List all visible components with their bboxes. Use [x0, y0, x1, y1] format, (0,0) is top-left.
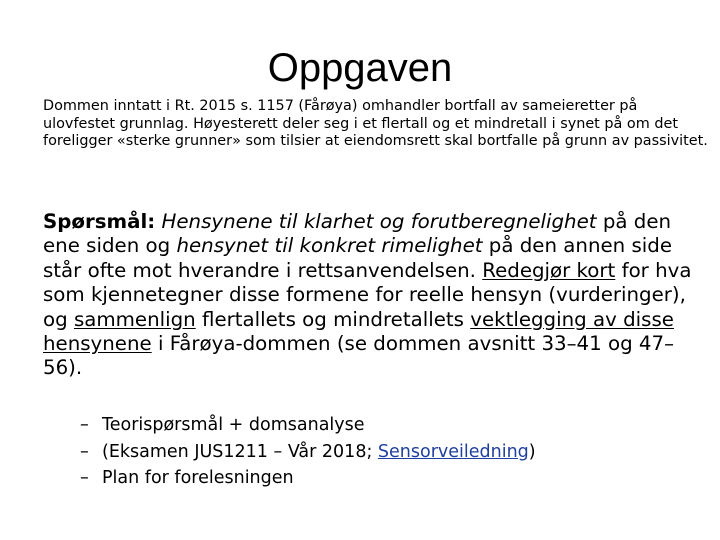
question-underline-2: sammenlign — [73, 307, 196, 331]
question-underline-1: Redegjør kort — [482, 258, 616, 282]
question-underline-3: vektlegging av disse hensynene — [43, 307, 674, 356]
question-paragraph — [43, 210, 711, 381]
dash-bullet: – — [80, 468, 89, 488]
question-text-1: på den ene siden og — [43, 210, 672, 258]
question-label: Spørsmål: — [43, 210, 156, 233]
question-text-5: i Fårøya-dommen (se dommen avsnitt 33–41 og 47–56). — [43, 332, 674, 380]
list-item — [80, 439, 700, 466]
question-text-4: flertallets og mindretallets — [195, 307, 471, 331]
sensorveiledning-link[interactable]: Sensorveiledning — [377, 441, 529, 462]
list-item-prefix: (Eksamen JUS1211 – Vår 2018; — [102, 441, 378, 462]
list-item-text — [102, 439, 536, 466]
question-text-3: for hva som kjennetegner disse formene for reelle hensyn (vurderinger), og — [43, 258, 692, 331]
list-item-suffix: ) — [528, 441, 536, 462]
dash-bullet: – — [80, 441, 89, 462]
question-text-2: på den annen side står ofte mot hverandre i rettsanvendelsen. — [43, 234, 673, 282]
intro-paragraph: Dommen inntatt i Rt. 2015 s. 1157 (Fårøya) omhandler bortfall av sameieretter på ulovfestet grunnlag. Høyesterett deler seg i et flertall og et mindretall i synet på om det foreligger «sterke grunner» som tilsier at eiendomsrett skal bortfalle på grunn av passivitet. — [43, 98, 708, 149]
question-italic-1: Hensynene til klarhet og forutberegnelighet — [161, 210, 597, 233]
list-item — [80, 412, 700, 439]
list-item-text: Teorispørsmål + domsanalyse — [102, 415, 365, 435]
slide-title: Oppgaven — [267, 46, 453, 90]
dash-bullet: – — [80, 415, 89, 435]
bullet-list — [80, 412, 700, 492]
list-item — [80, 465, 700, 492]
question-italic-2: hensynet til konkret rimelighet — [176, 234, 483, 258]
list-item-text: Plan for forelesningen — [102, 468, 294, 488]
